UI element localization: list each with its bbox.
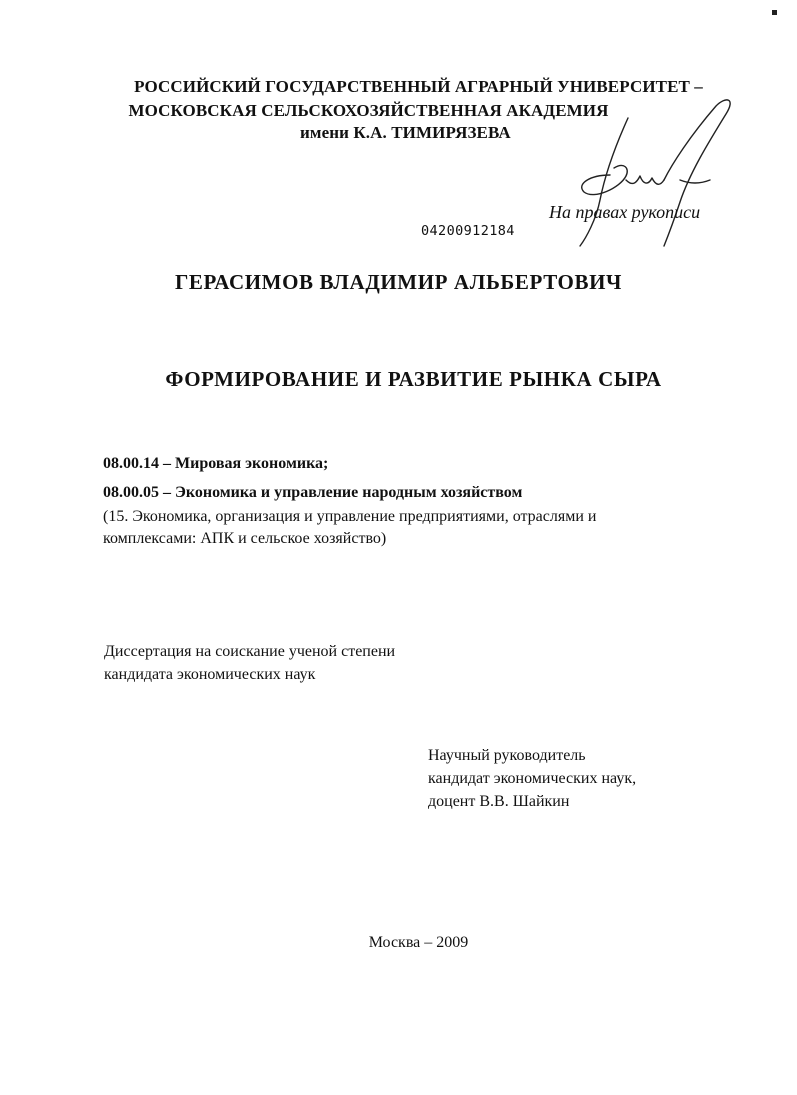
degree-statement-line2: кандидата экономических наук [104,666,316,683]
specialty-note-line1: (15. Экономика, организация и управление предприятиями, отраслями и [103,508,597,525]
manuscript-rights-note: На правах рукописи [549,202,701,222]
specialty-note-line2: комплексами: АПК и сельское хозяйство) [103,530,387,547]
supervisor-degree: кандидат экономических наук, [428,770,637,787]
registration-code: 04200912184 [421,223,515,239]
university-name-line2: МОСКОВСКАЯ СЕЛЬСКОХОЗЯЙСТВЕННАЯ АКАДЕМИЯ [128,101,609,120]
scan-mark [772,10,777,15]
place-and-year: Москва – 2009 [368,934,469,951]
specialty-world-economy: 08.00.14 – Мировая экономика; [103,455,329,472]
university-name-line1: РОССИЙСКИЙ ГОСУДАРСТВЕННЫЙ АГРАРНЫЙ УНИВЕРСИТЕТ – [134,77,703,96]
supervisor-name: доцент В.В. Шайкин [428,793,570,810]
author-name: ГЕРАСИМОВ ВЛАДИМИР АЛЬБЕРТОВИЧ [174,270,623,294]
dissertation-title: ФОРМИРОВАНИЕ И РАЗВИТИЕ РЫНКА СЫРА [165,367,662,391]
degree-statement-line1: Диссертация на соискание ученой степени [104,643,396,660]
university-name-line3: имени К.А. ТИМИРЯЗЕВА [300,123,511,142]
specialty-national-economy: 08.00.05 – Экономика и управление народным хозяйством [103,484,523,501]
handwritten-signature [540,80,750,250]
supervisor-label: Научный руководитель [428,747,586,764]
